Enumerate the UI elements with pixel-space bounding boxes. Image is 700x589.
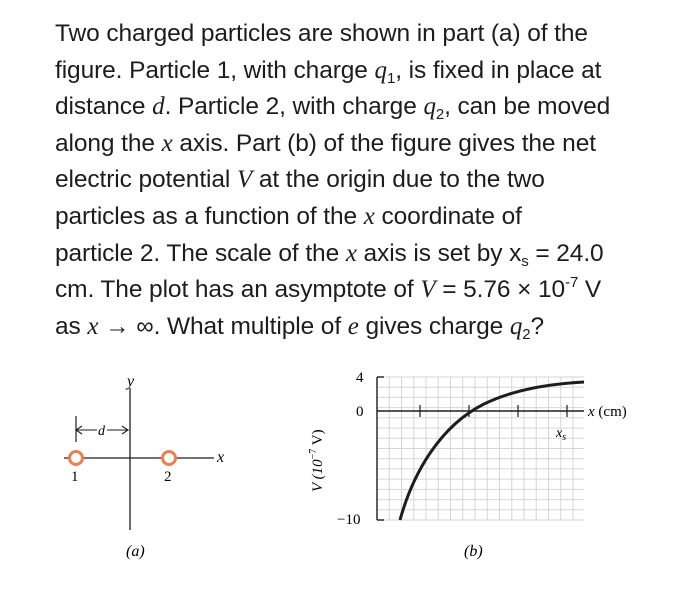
problem-line: as x → ∞. What multiple of e gives charge $q_2$? bbox=[55, 312, 545, 343]
xs-label: $x_s$ bbox=[556, 426, 567, 443]
figure-a bbox=[64, 373, 224, 560]
problem-line: distance d. Particle 2, with charge $q_2$, can be moved bbox=[55, 93, 611, 124]
problem-line: cm. The plot has an asymptote of $V = 5.76 \times 10^{-7}$ V bbox=[55, 274, 602, 304]
problem-line: particles as a function of the x coordinate of bbox=[55, 202, 522, 230]
caption-a: (a) bbox=[126, 543, 145, 560]
particle-1-label: 1 bbox=[71, 469, 79, 485]
d-arrowhead-left bbox=[76, 426, 82, 434]
d-label: d bbox=[98, 424, 105, 439]
particle-1 bbox=[70, 452, 83, 465]
potential-curve bbox=[400, 382, 584, 520]
problem-line: Two charged particles are shown in part (a) of the bbox=[55, 20, 588, 47]
problem-line: electric potential V at the origin due to the two bbox=[55, 166, 545, 194]
d-arrowhead-right bbox=[122, 426, 128, 434]
y-axis-label-b: V ($10^{-7}$ V) bbox=[308, 429, 326, 492]
problem-line: figure. Particle 1, with charge $q_1$, is fixed in place at bbox=[55, 56, 602, 87]
problem-line: along the x axis. Part (b) of the figure gives the net bbox=[55, 129, 596, 157]
y-tick-label-bottom: −10 bbox=[337, 512, 361, 528]
caption-b: (b) bbox=[464, 543, 483, 560]
problem-line: particle 2. The scale of the x axis is set by $x_s = 24.0$ bbox=[55, 239, 604, 270]
y-axis-label: y bbox=[127, 373, 135, 390]
problem-text bbox=[55, 16, 675, 345]
x-axis-label-b: x (cm) bbox=[588, 404, 627, 420]
x-axis-label: x bbox=[217, 449, 225, 466]
y-tick-label-zero: 0 bbox=[356, 404, 364, 420]
figure-b bbox=[308, 370, 627, 560]
particle-2-label: 2 bbox=[164, 469, 172, 485]
y-tick-label-top: 4 bbox=[356, 370, 364, 386]
grid bbox=[377, 377, 584, 520]
particle-2 bbox=[163, 452, 176, 465]
